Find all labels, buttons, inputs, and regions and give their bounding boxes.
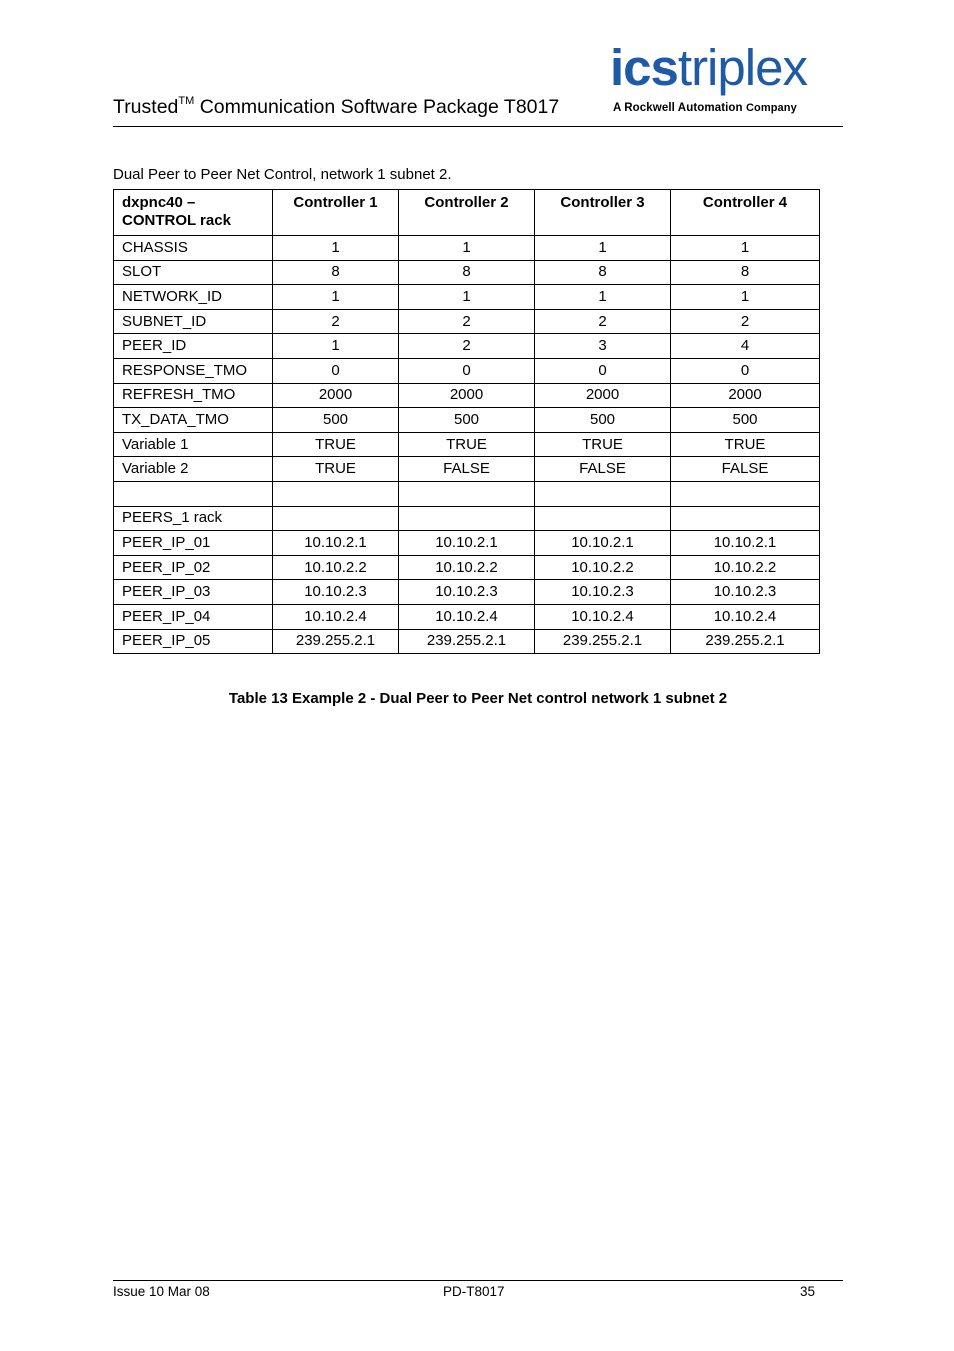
value-cell: FALSE (671, 457, 820, 482)
value-cell: 1 (273, 236, 399, 261)
table-row (114, 531, 820, 556)
value-cell: TRUE (273, 457, 399, 482)
value-cell: 2 (535, 309, 671, 334)
value-cell: 2000 (535, 383, 671, 408)
table-row (114, 604, 820, 629)
value-cell: 500 (535, 408, 671, 433)
logo-tagline-company: Company (745, 102, 797, 114)
row-label-cell: CHASSIS (114, 236, 273, 261)
table-row (114, 236, 820, 261)
trademark-mark: TM (178, 95, 195, 107)
value-cell: 0 (671, 358, 820, 383)
footer-divider (113, 1280, 843, 1281)
table-header-cell: dxpnc40 – CONTROL rack (114, 190, 273, 236)
table-body (114, 236, 820, 654)
table-row (114, 629, 820, 654)
table-row (114, 358, 820, 383)
ics-triplex-logo (610, 40, 844, 120)
row-label-cell: RESPONSE_TMO (114, 358, 273, 383)
table-row (114, 285, 820, 310)
value-cell: 10.10.2.4 (671, 604, 820, 629)
table-header-cell: Controller 1 (273, 190, 399, 236)
footer-issue: Issue 10 Mar 08 (113, 1284, 210, 1299)
value-cell: FALSE (535, 457, 671, 482)
value-cell: 10.10.2.4 (535, 604, 671, 629)
table-row (114, 481, 820, 506)
value-cell: 10.10.2.2 (399, 555, 535, 580)
row-label-cell: PEER_IP_04 (114, 604, 273, 629)
value-cell: 10.10.2.3 (399, 580, 535, 605)
intro-text: Dual Peer to Peer Net Control, network 1 subnet 2. (113, 166, 452, 183)
value-cell: 10.10.2.2 (671, 555, 820, 580)
logo-triplex: triplex (677, 39, 807, 96)
table-row (114, 580, 820, 605)
value-cell (671, 506, 820, 531)
value-cell: 1 (273, 334, 399, 359)
value-cell: 4 (671, 334, 820, 359)
value-cell: 8 (671, 260, 820, 285)
value-cell: 2000 (273, 383, 399, 408)
value-cell: 1 (273, 285, 399, 310)
value-cell: 1 (399, 236, 535, 261)
value-cell: 1 (535, 285, 671, 310)
row-label-cell: TX_DATA_TMO (114, 408, 273, 433)
value-cell: TRUE (535, 432, 671, 457)
value-cell: 8 (273, 260, 399, 285)
table-row (114, 506, 820, 531)
row-label-cell: SLOT (114, 260, 273, 285)
value-cell: 239.255.2.1 (671, 629, 820, 654)
table-header-row (114, 190, 820, 236)
value-cell: 10.10.2.2 (535, 555, 671, 580)
value-cell: 2 (399, 334, 535, 359)
value-cell: 1 (671, 285, 820, 310)
row-label-cell: PEER_ID (114, 334, 273, 359)
value-cell: 2 (273, 309, 399, 334)
value-cell: 10.10.2.1 (399, 531, 535, 556)
table-header-cell: Controller 4 (671, 190, 820, 236)
value-cell: 1 (399, 285, 535, 310)
value-cell: 10.10.2.1 (273, 531, 399, 556)
value-cell: 10.10.2.3 (535, 580, 671, 605)
row-label-cell (114, 481, 273, 506)
row-label-cell: REFRESH_TMO (114, 383, 273, 408)
value-cell: 2000 (399, 383, 535, 408)
footer-page-number: 35 (800, 1284, 816, 1299)
value-cell (399, 481, 535, 506)
logo-ics: ics (610, 39, 678, 96)
table-row (114, 555, 820, 580)
value-cell: 10.10.2.2 (273, 555, 399, 580)
value-cell: 10.10.2.4 (273, 604, 399, 629)
value-cell: TRUE (399, 432, 535, 457)
value-cell (535, 506, 671, 531)
document-title (113, 95, 560, 118)
value-cell: 500 (273, 408, 399, 433)
value-cell (399, 506, 535, 531)
value-cell (535, 481, 671, 506)
value-cell (671, 481, 820, 506)
value-cell: 0 (535, 358, 671, 383)
row-label-cell: PEER_IP_03 (114, 580, 273, 605)
title-rest: Communication Software Package T8017 (194, 96, 560, 118)
value-cell: 239.255.2.1 (273, 629, 399, 654)
value-cell: FALSE (399, 457, 535, 482)
value-cell: 2 (399, 309, 535, 334)
value-cell: 8 (399, 260, 535, 285)
table-row (114, 383, 820, 408)
value-cell: 500 (399, 408, 535, 433)
config-table (113, 189, 820, 654)
value-cell: 0 (273, 358, 399, 383)
row-label-cell: PEER_IP_01 (114, 531, 273, 556)
table-row (114, 432, 820, 457)
value-cell (273, 506, 399, 531)
table-row (114, 408, 820, 433)
value-cell: 1 (535, 236, 671, 261)
row-label-cell: PEER_IP_02 (114, 555, 273, 580)
value-cell: 3 (535, 334, 671, 359)
table-row (114, 334, 820, 359)
row-label-cell: NETWORK_ID (114, 285, 273, 310)
table-row (114, 309, 820, 334)
footer-doc-id: PD-T8017 (443, 1284, 505, 1299)
value-cell: 1 (671, 236, 820, 261)
value-cell: 239.255.2.1 (399, 629, 535, 654)
logo-wordmark (610, 40, 807, 96)
row-label-cell: Variable 1 (114, 432, 273, 457)
value-cell: 0 (399, 358, 535, 383)
logo-tagline-main: A Rockwell Automation (613, 102, 743, 114)
table-row (114, 457, 820, 482)
value-cell: TRUE (671, 432, 820, 457)
value-cell: 239.255.2.1 (535, 629, 671, 654)
value-cell: 10.10.2.4 (399, 604, 535, 629)
table-header-cell: Controller 3 (535, 190, 671, 236)
value-cell: 10.10.2.3 (671, 580, 820, 605)
title-prefix: Trusted (113, 96, 179, 118)
header-divider (113, 126, 843, 127)
value-cell: 2000 (671, 383, 820, 408)
row-label-cell: PEER_IP_05 (114, 629, 273, 654)
row-label-cell: Variable 2 (114, 457, 273, 482)
table-row (114, 260, 820, 285)
table-header-cell: Controller 2 (399, 190, 535, 236)
table-caption: Table 13 Example 2 - Dual Peer to Peer Net control network 1 subnet 2 (228, 690, 728, 707)
row-label-cell: PEERS_1 rack (114, 506, 273, 531)
value-cell: 10.10.2.1 (535, 531, 671, 556)
value-cell: TRUE (273, 432, 399, 457)
value-cell (273, 481, 399, 506)
value-cell: 8 (535, 260, 671, 285)
value-cell: 2 (671, 309, 820, 334)
value-cell: 500 (671, 408, 820, 433)
logo-tagline (613, 102, 797, 114)
row-label-cell: SUBNET_ID (114, 309, 273, 334)
value-cell: 10.10.2.1 (671, 531, 820, 556)
value-cell: 10.10.2.3 (273, 580, 399, 605)
